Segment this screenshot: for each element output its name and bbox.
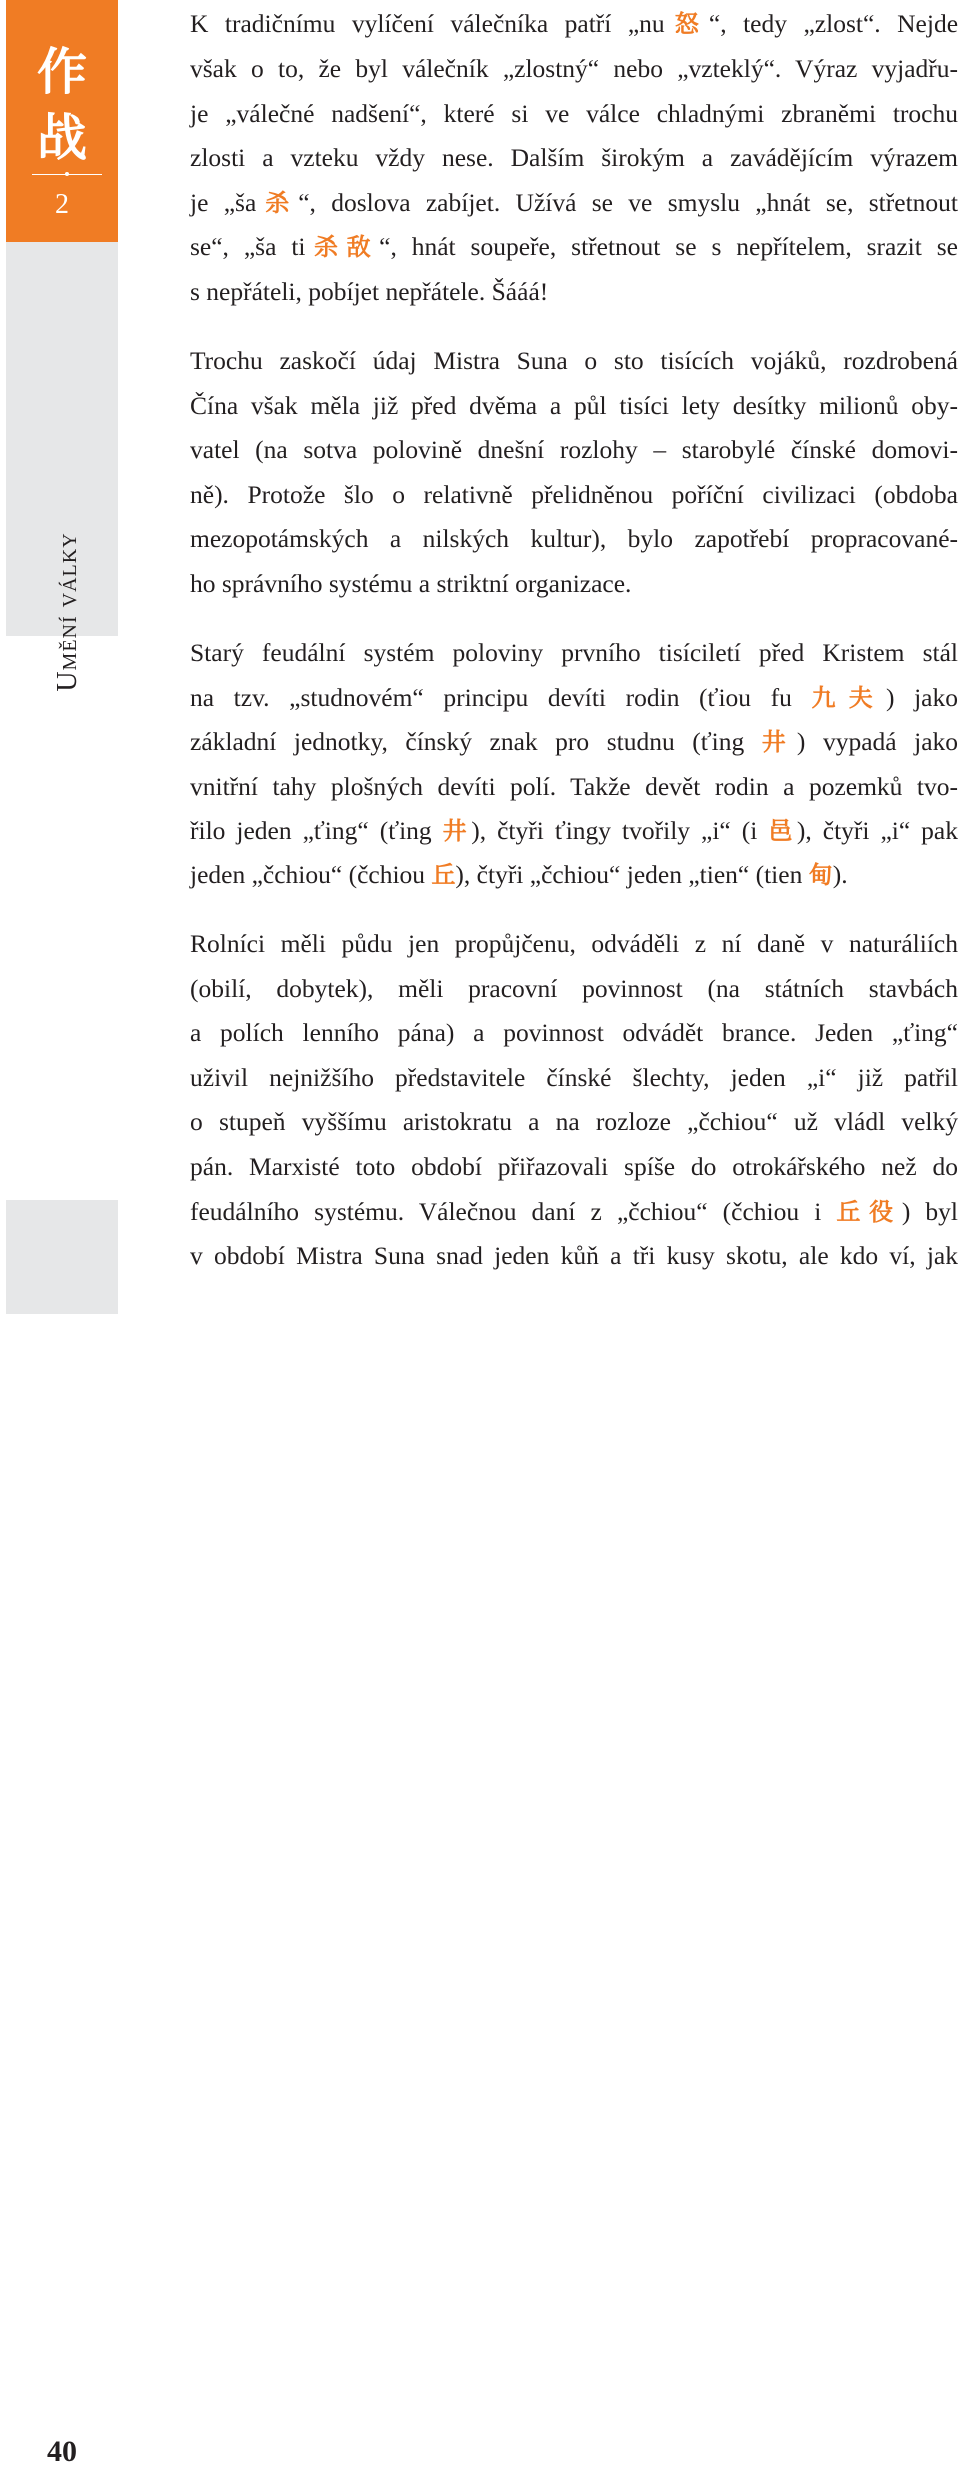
chinese-characters: 杀 — [256, 189, 299, 217]
text-line — [190, 225, 958, 269]
text-segment: ). — [832, 860, 848, 889]
text-line — [190, 967, 958, 1011]
text-segment: na tzv. „studnovém“ principu devíti rodin (ťiou fu — [190, 683, 812, 712]
text-segment: ) jako — [885, 683, 958, 712]
text-segment: a polích lenního pána) a povinnost odvádět brance. Jeden „ťing“ — [190, 1018, 958, 1047]
text-segment: (obilí, dobytek), měli pracovní povinnost (na státních stavbách — [190, 974, 958, 1003]
text-line — [190, 922, 958, 966]
text-segment: ), čtyři „čchiou“ jeden „tien“ (tien — [455, 860, 809, 889]
chinese-characters: 怒 — [664, 10, 709, 38]
text-line — [190, 181, 958, 225]
text-line — [190, 270, 958, 314]
text-line — [190, 562, 958, 606]
text-segment: Starý feudální systém poloviny prvního tisíciletí před Kristem stál — [190, 638, 958, 667]
text-line — [190, 809, 958, 853]
text-segment: Rolníci měli půdu jen propůjčenu, odváděli z ní daně v naturáliích — [190, 929, 958, 958]
text-segment: řilo jeden „ťing“ (ťing — [190, 816, 443, 845]
text-line — [190, 1190, 958, 1234]
text-segment: je „ša — [190, 188, 257, 217]
chinese-characters: 井 — [761, 728, 797, 756]
chapter-divider-dot — [65, 172, 69, 176]
text-line — [190, 1011, 958, 1055]
text-segment: K tradičnímu vylíčení válečníka patří „nu — [190, 9, 665, 38]
text-line — [190, 1100, 958, 1144]
chapter-tab — [6, 0, 118, 242]
text-line — [190, 384, 958, 428]
text-segment: “, doslova zabíjet. Užívá se ve smyslu „hnát se, střetnout — [298, 188, 959, 217]
text-line — [190, 473, 958, 517]
chapter-number: 2 — [55, 189, 69, 220]
text-line — [190, 339, 958, 383]
chinese-characters: 丘 — [431, 861, 456, 889]
text-line — [190, 853, 958, 897]
chinese-characters: 邑 — [768, 817, 797, 845]
chinese-characters: 甸 — [808, 861, 833, 889]
text-segment: zlosti a vzteku vždy nese. Dalším širokým a zavádějícím výrazem — [190, 143, 958, 172]
text-segment: ) byl — [901, 1197, 958, 1226]
text-line — [190, 765, 958, 809]
chapter-glyph-zuo: 作 — [37, 43, 87, 101]
text-line — [190, 428, 958, 472]
text-line — [190, 136, 958, 180]
text-segment: “, tedy „zlost“. Nejde — [708, 9, 959, 38]
text-segment: uživil nejnižšího představitele čínské šlechty, jeden „i“ již patřil — [190, 1063, 958, 1092]
text-line — [190, 1145, 958, 1189]
text-line — [190, 676, 958, 720]
text-segment: v období Mistra Suna snad jeden kůň a tři kusy skotu, ale kdo ví, jak — [190, 1241, 958, 1270]
text-segment: se“, „ša ti — [190, 232, 306, 261]
text-line — [190, 2, 958, 46]
text-segment: však o to, že byl válečník „zlostný“ nebo „vzteklý“. Výraz vyjadřu- — [190, 54, 958, 83]
text-segment: vatel (na sotva polovině dnešní rozlohy – starobylé čínské domovi- — [190, 435, 958, 464]
page-number-box — [6, 1200, 118, 2468]
chinese-characters: 九夫 — [811, 684, 886, 712]
chinese-characters: 杀敌 — [305, 233, 380, 261]
text-segment: ), čtyři „i“ pak — [796, 816, 958, 845]
text-segment: Čína však měla již před dvěma a půl tisíci lety desítky milionů oby- — [190, 391, 958, 420]
text-segment: jeden „čchiou“ (čchiou — [190, 860, 432, 889]
text-segment: Trochu zaskočí údaj Mistra Suna o sto tisících vojáků, rozdrobená — [190, 346, 958, 375]
text-line — [190, 92, 958, 136]
text-segment: mezopotámských a nilských kultur), bylo zapotřebí propracované- — [190, 524, 958, 553]
section-tab — [6, 242, 118, 692]
text-segment: ho správního systému a striktní organizace. — [190, 569, 632, 598]
text-segment: ně). Protože šlo o relativně přelidněnou poříční civilizaci (obdoba — [190, 480, 958, 509]
text-line — [190, 517, 958, 561]
text-line — [190, 720, 958, 764]
text-segment: feudálního systému. Válečnou daní z „čchiou“ (čchiou i — [190, 1197, 837, 1226]
chinese-characters: 丘役 — [836, 1198, 902, 1226]
text-segment: ) vypadá jako — [796, 727, 959, 756]
text-segment: o stupeň vyššímu aristokratu a na rozloze „čchiou“ už vládl velký — [190, 1107, 958, 1136]
text-line — [190, 631, 958, 675]
text-segment: základní jednotky, čínský znak pro studnu (ťing — [190, 727, 762, 756]
text-segment: ), čtyři ťingy tvořily „i“ (i — [471, 816, 769, 845]
section-title: Umění války — [52, 532, 83, 692]
text-segment: vnitřní tahy plošných devíti polí. Takže devět rodin a pozemků tvo- — [190, 772, 958, 801]
chapter-glyph-zhan: 战 — [37, 109, 87, 167]
page-number: 40 — [47, 2435, 77, 2468]
text-line — [190, 47, 958, 91]
text-segment: s nepřáteli, pobíjet nepřátele. Šááá! — [190, 277, 549, 306]
text-segment: je „válečné nadšení“, které si ve válce chladnými zbraněmi trochu — [190, 99, 958, 128]
text-segment: “, hnát soupeře, střetnout se s nepřítelem, srazit se — [379, 232, 958, 261]
text-segment: pán. Marxisté toto období přiřazovali spíše do otrokářského než do — [190, 1152, 958, 1181]
text-line — [190, 1056, 958, 1100]
chinese-characters: 井 — [442, 817, 472, 845]
text-line — [190, 1234, 958, 1278]
